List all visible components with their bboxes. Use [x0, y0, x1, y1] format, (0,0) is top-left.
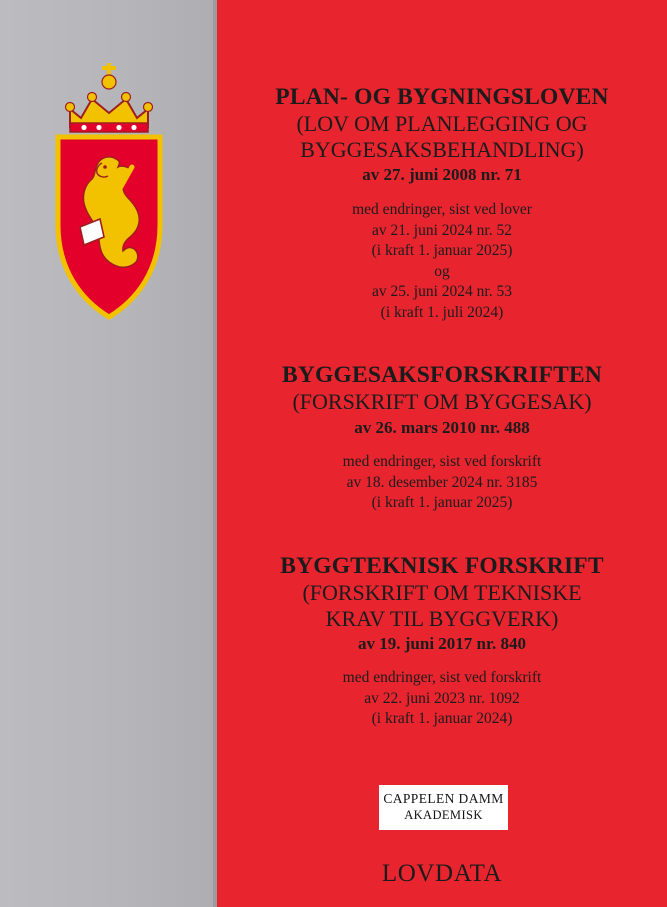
law-2-amendment-line-1: med endringer, sist ved forskrift — [342, 453, 542, 470]
law-3-amendments — [217, 668, 667, 730]
law-3-subtitle-line-1: (FORSKRIFT OM TEKNISKE — [302, 580, 582, 606]
law-1-amendment-line-5: av 25. juni 2024 nr. 53 — [372, 283, 512, 301]
publisher-logo — [379, 785, 508, 830]
publisher-name: CAPPELEN DAMM — [383, 791, 504, 807]
law-3-amendment-line-1: med endringer, sist ved forskrift — [342, 669, 542, 686]
lovdata-footer: LOVDATA — [381, 860, 503, 887]
law-1-subtitle-line-1: (LOV OM PLANLEGGING OG — [296, 111, 588, 137]
law-2-amendment-line-2: av 18. desember 2024 nr. 3185 — [346, 473, 538, 491]
cover-text-column — [217, 0, 667, 907]
law-1-amendment-line-4: og — [434, 262, 450, 280]
law-2-date: av 26. mars 2010 nr. 488 — [354, 417, 530, 437]
law-3-amendment-line-2: av 22. juni 2023 nr. 1092 — [364, 689, 520, 707]
law-3-date: av 19. juni 2017 nr. 840 — [358, 634, 526, 654]
law-block-3 — [217, 553, 667, 655]
publisher-imprint: AKADEMISK — [404, 808, 483, 823]
law-1-amendment-line-1: med endringer, sist ved lover — [352, 201, 532, 218]
law-3-amendment-line-3: (i kraft 1. januar 2024) — [371, 710, 513, 728]
law-1-date: av 27. juni 2008 nr. 71 — [362, 165, 522, 185]
law-block-1 — [217, 84, 667, 186]
law-2-title: BYGGESAKSFORSKRIFTEN — [281, 362, 602, 388]
law-1-amendments — [217, 200, 667, 324]
law-1-subtitle-line-2: BYGGESAKSBEHANDLING) — [300, 136, 584, 162]
law-2-amendments — [217, 452, 667, 514]
law-2-amendment-line-3: (i kraft 1. januar 2025) — [371, 494, 513, 512]
law-block-2 — [217, 362, 667, 438]
law-1-amendment-line-6: (i kraft 1. juli 2024) — [380, 304, 504, 322]
law-1-amendment-line-2: av 21. juni 2024 nr. 52 — [372, 221, 512, 239]
law-3-title: BYGGTEKNISK FORSKRIFT — [280, 553, 604, 579]
law-1-amendment-line-3: (i kraft 1. januar 2025) — [371, 242, 513, 260]
law-1-title: PLAN- OG BYGNINGSLOVEN — [275, 84, 609, 110]
norwegian-coat-of-arms-icon — [40, 55, 178, 325]
law-3-subtitle-line-2: KRAV TIL BYGGVERK) — [325, 605, 559, 631]
law-2-subtitle-line-1: (FORSKRIFT OM BYGGESAK) — [292, 389, 592, 415]
